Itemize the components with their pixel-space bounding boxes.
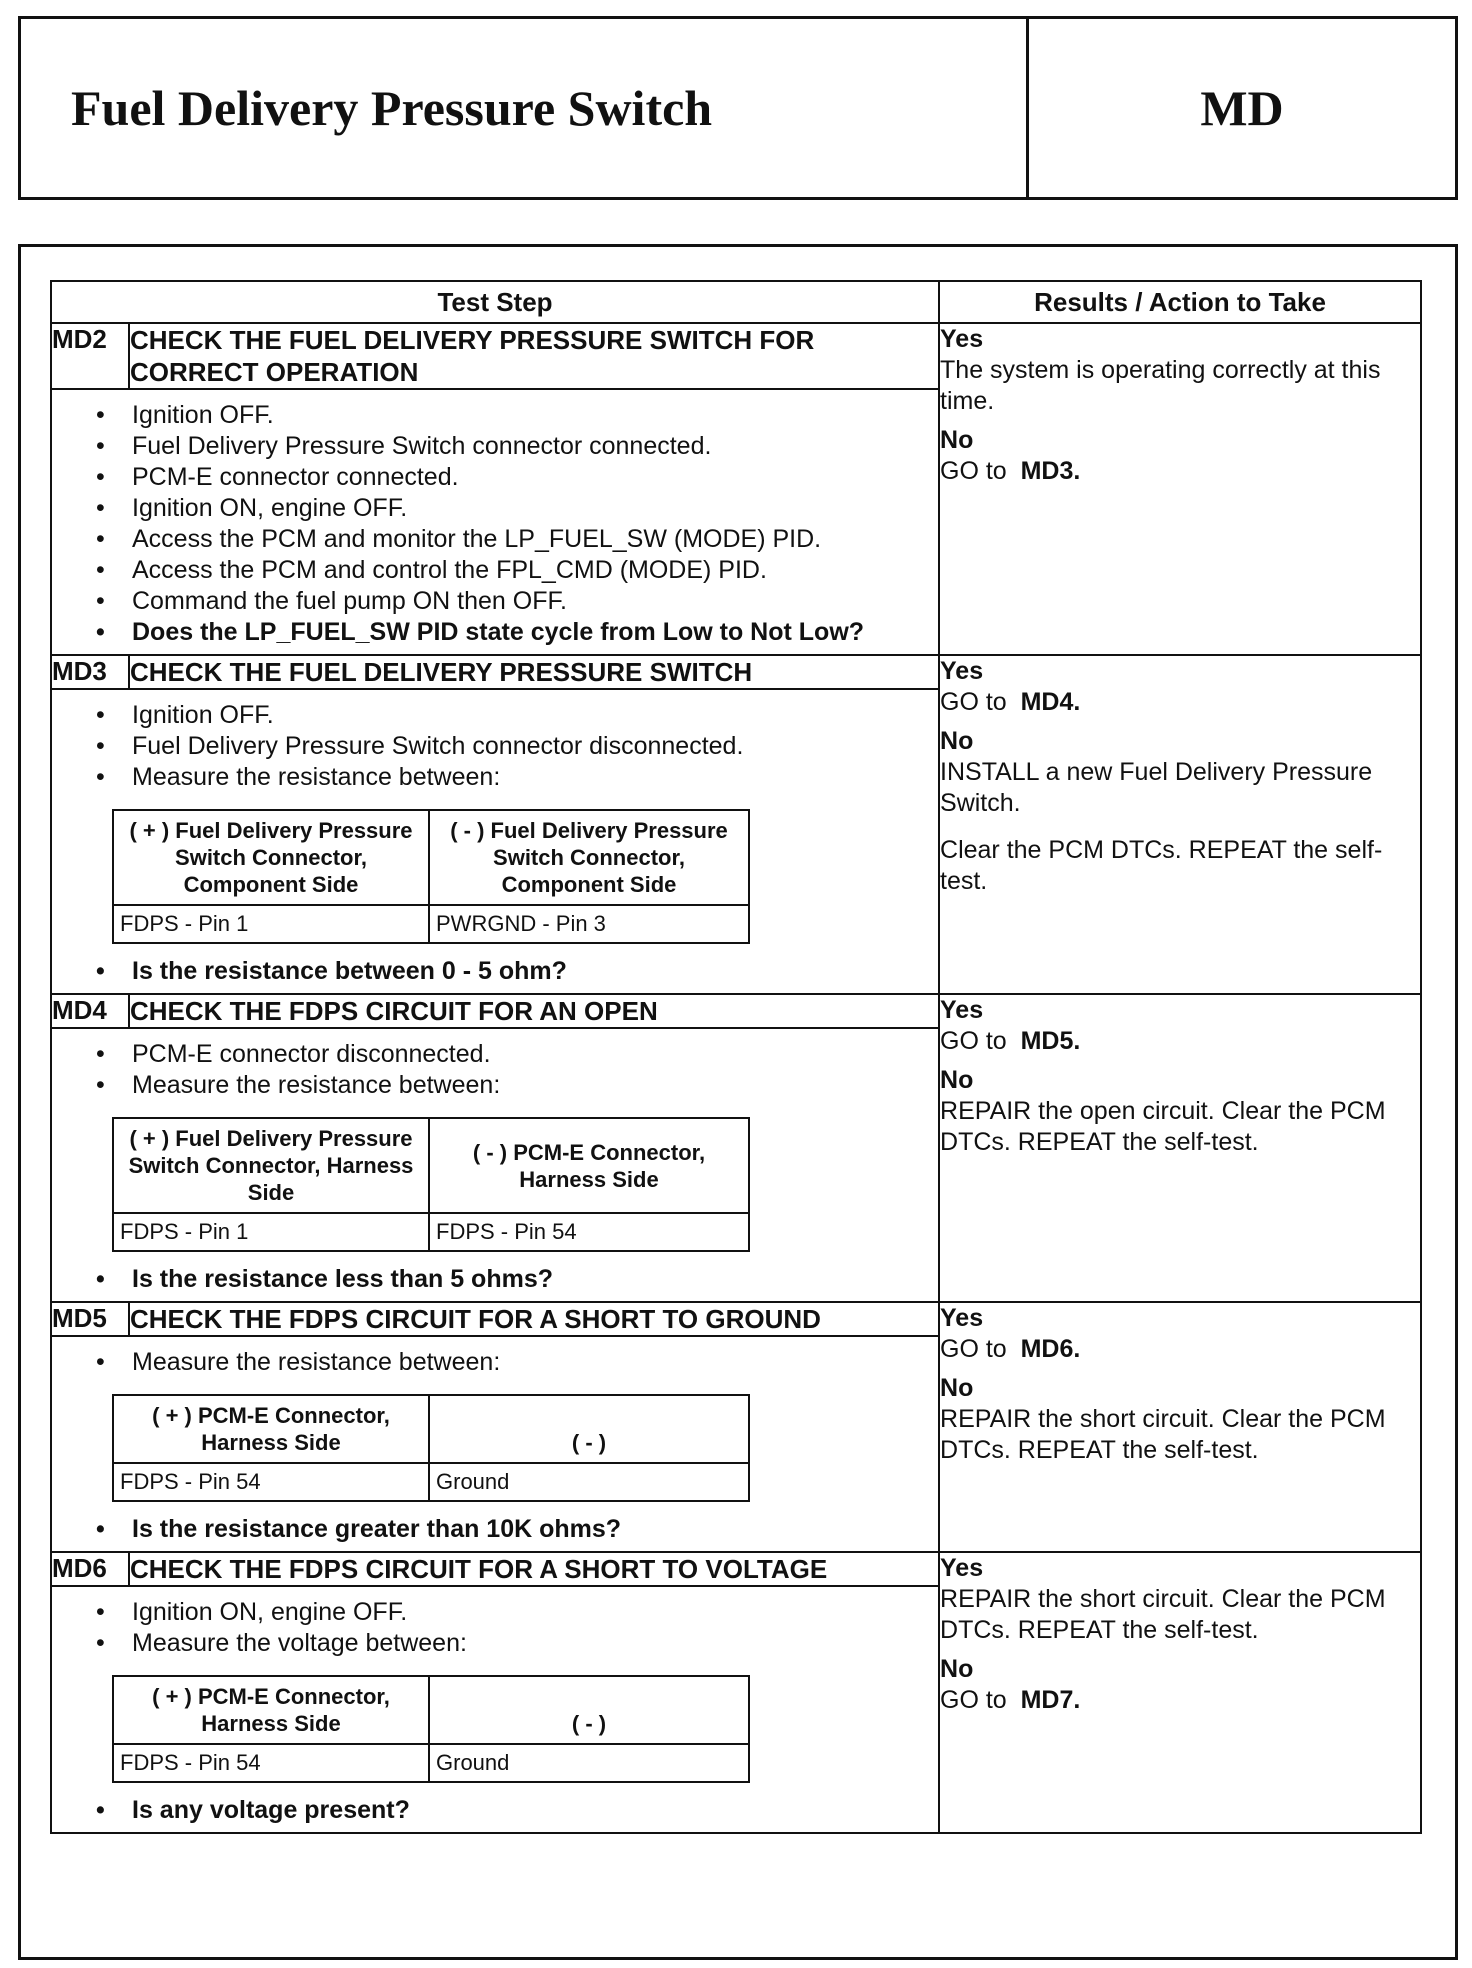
- no-action-ref: MD7.: [1020, 1686, 1081, 1714]
- no-label: No: [940, 1374, 974, 1402]
- measurement-negative-value: Ground: [429, 1744, 749, 1782]
- no-action: [940, 456, 1420, 487]
- step-md3-title-row: [51, 655, 1421, 689]
- instruction: • Ignition OFF.: [92, 700, 918, 731]
- measurement-positive-header: ( + ) Fuel Delivery Pressure Switch Connector, Harness Side: [113, 1118, 429, 1213]
- step-question: • Is the resistance between 0 - 5 ohm?: [92, 956, 918, 987]
- measurement-negative-header: ( - ): [429, 1395, 749, 1463]
- measurement-positive-value: FDPS - Pin 1: [113, 905, 429, 943]
- measurement-positive-header: ( + ) PCM-E Connector, Harness Side: [113, 1676, 429, 1744]
- yes-label: Yes: [940, 1304, 984, 1332]
- column-header-test-step: Test Step: [51, 281, 939, 323]
- yes-action-text: GO to: [940, 1027, 1007, 1055]
- step-body: [51, 1586, 939, 1833]
- step-md5-results: [939, 1302, 1421, 1552]
- yes-action: [940, 1334, 1420, 1365]
- no-action: [940, 1685, 1420, 1716]
- measurement-negative-value: FDPS - Pin 54: [429, 1213, 749, 1251]
- step-title: CHECK THE FDPS CIRCUIT FOR A SHORT TO VOLTAGE: [129, 1552, 939, 1586]
- step-question-list: [52, 1791, 938, 1832]
- step-id: MD5: [51, 1302, 129, 1336]
- yes-label: Yes: [940, 1554, 984, 1582]
- step-question: • Is the resistance greater than 10K ohms?: [92, 1514, 918, 1545]
- measurement-positive-value: FDPS - Pin 54: [113, 1463, 429, 1501]
- measurement-table: [112, 809, 750, 944]
- step-id: MD2: [51, 323, 129, 389]
- instruction: • Access the PCM and monitor the LP_FUEL_SW (MODE) PID.: [92, 524, 918, 555]
- instruction: • PCM-E connector connected.: [92, 462, 918, 493]
- step-id: MD6: [51, 1552, 129, 1586]
- step-question-list: [52, 1510, 938, 1551]
- instruction: • Ignition OFF.: [92, 400, 918, 431]
- page-header: [18, 16, 1458, 200]
- step-question: • Does the LP_FUEL_SW PID state cycle from Low to Not Low?: [92, 617, 918, 648]
- yes-action: REPAIR the short circuit. Clear the PCM DTCs. REPEAT the self-test.: [940, 1585, 1386, 1644]
- measurement-negative-header: ( - ) Fuel Delivery Pressure Switch Connector, Component Side: [429, 810, 749, 905]
- measurement-negative-value: PWRGND - Pin 3: [429, 905, 749, 943]
- yes-action-ref: MD6.: [1020, 1335, 1081, 1363]
- instruction: • Measure the resistance between:: [92, 762, 918, 793]
- no-label: No: [940, 1655, 974, 1683]
- step-title: CHECK THE FUEL DELIVERY PRESSURE SWITCH FOR CORRECT OPERATION: [129, 323, 939, 389]
- step-md5-title-row: [51, 1302, 1421, 1336]
- no-label: No: [940, 727, 974, 755]
- step-title: CHECK THE FUEL DELIVERY PRESSURE SWITCH: [129, 655, 939, 689]
- step-question: • Is the resistance less than 5 ohms?: [92, 1264, 918, 1295]
- step-md6-title-row: [51, 1552, 1421, 1586]
- instruction: • Ignition ON, engine OFF.: [92, 1597, 918, 1628]
- measurement-positive-header: ( + ) Fuel Delivery Pressure Switch Connector, Component Side: [113, 810, 429, 905]
- no-label: No: [940, 426, 974, 454]
- step-body: [51, 1028, 939, 1302]
- measurement-negative-header: ( - ): [429, 1676, 749, 1744]
- step-question-list: [52, 952, 938, 993]
- step-instructions: [52, 1337, 938, 1378]
- no-label: No: [940, 1066, 974, 1094]
- measurement-table: [112, 1675, 750, 1783]
- step-md4-title-row: [51, 994, 1421, 1028]
- yes-label: Yes: [940, 657, 984, 685]
- no-action: INSTALL a new Fuel Delivery Pressure Switch.: [940, 758, 1373, 817]
- measurement-positive-value: FDPS - Pin 54: [113, 1744, 429, 1782]
- instruction: • Access the PCM and control the FPL_CMD (MODE) PID.: [92, 555, 918, 586]
- yes-action: The system is operating correctly at this time.: [940, 356, 1381, 415]
- yes-action-text: GO to: [940, 1335, 1007, 1363]
- no-action-text: GO to: [940, 1686, 1007, 1714]
- yes-action-text: GO to: [940, 688, 1007, 716]
- yes-label: Yes: [940, 325, 984, 353]
- measurement-positive-value: FDPS - Pin 1: [113, 1213, 429, 1251]
- step-body: [51, 689, 939, 994]
- instruction: • PCM-E connector disconnected.: [92, 1039, 918, 1070]
- step-md6-results: [939, 1552, 1421, 1833]
- no-action-ref: MD3.: [1020, 457, 1081, 485]
- step-body: [51, 1336, 939, 1552]
- yes-action: [940, 687, 1420, 718]
- column-header-results: Results / Action to Take: [939, 281, 1421, 323]
- instruction: • Fuel Delivery Pressure Switch connector disconnected.: [92, 731, 918, 762]
- section-code: MD: [1200, 80, 1284, 136]
- step-md2-title-row: [51, 323, 1421, 389]
- page-title: Fuel Delivery Pressure Switch: [71, 80, 713, 136]
- no-action-followup: Clear the PCM DTCs. REPEAT the self-test.: [940, 836, 1383, 895]
- measurement-negative-value: Ground: [429, 1463, 749, 1501]
- yes-action-ref: MD4.: [1020, 688, 1081, 716]
- instruction: • Fuel Delivery Pressure Switch connector connected.: [92, 431, 918, 462]
- step-md4-results: [939, 994, 1421, 1302]
- step-title: CHECK THE FDPS CIRCUIT FOR A SHORT TO GROUND: [129, 1302, 939, 1336]
- step-question: • Is any voltage present?: [92, 1795, 918, 1826]
- step-id: MD4: [51, 994, 129, 1028]
- step-md2-results: [939, 323, 1421, 655]
- measurement-negative-header: ( - ) PCM-E Connector, Harness Side: [429, 1118, 749, 1213]
- no-action: REPAIR the short circuit. Clear the PCM DTCs. REPEAT the self-test.: [940, 1405, 1386, 1464]
- test-step-table: [50, 280, 1422, 1834]
- measurement-positive-header: ( + ) PCM-E Connector, Harness Side: [113, 1395, 429, 1463]
- step-id: MD3: [51, 655, 129, 689]
- instruction: • Ignition ON, engine OFF.: [92, 493, 918, 524]
- yes-action: [940, 1026, 1420, 1057]
- yes-action-ref: MD5.: [1020, 1027, 1081, 1055]
- instruction: • Command the fuel pump ON then OFF.: [92, 586, 918, 617]
- instruction: • Measure the voltage between:: [92, 1628, 918, 1659]
- no-action: REPAIR the open circuit. Clear the PCM DTCs. REPEAT the self-test.: [940, 1097, 1386, 1156]
- step-instructions: [52, 1587, 938, 1659]
- table-header-row: [51, 281, 1421, 323]
- step-body: [51, 389, 939, 655]
- no-action-text: GO to: [940, 457, 1007, 485]
- step-instructions: [52, 690, 938, 793]
- measurement-table: [112, 1394, 750, 1502]
- yes-label: Yes: [940, 996, 984, 1024]
- instruction: • Measure the resistance between:: [92, 1347, 918, 1378]
- step-md3-results: [939, 655, 1421, 994]
- instruction: • Measure the resistance between:: [92, 1070, 918, 1101]
- step-instructions: [52, 390, 938, 654]
- measurement-table: [112, 1117, 750, 1252]
- step-title: CHECK THE FDPS CIRCUIT FOR AN OPEN: [129, 994, 939, 1028]
- step-instructions: [52, 1029, 938, 1101]
- step-question-list: [52, 1260, 938, 1301]
